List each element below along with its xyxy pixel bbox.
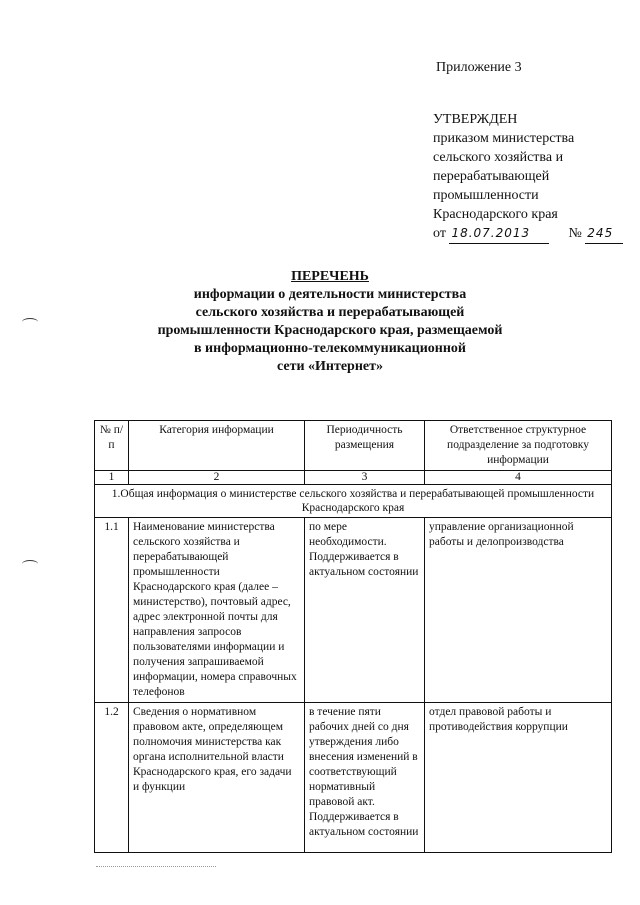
binding-hole-mark: [22, 318, 38, 326]
order-date-line: [433, 224, 623, 244]
row-period: в течение пяти рабочих дней со дня утверждения либо внесения изменений в соответствующий нормативный правовой акт. Поддерживается в актуальном состоянии: [305, 703, 425, 853]
approval-block: [433, 110, 623, 244]
approved-line: сельского хозяйства и: [433, 150, 564, 165]
row-period: по мере необходимости. Поддерживается в актуальном состоянии: [305, 518, 425, 703]
binding-hole-mark: [22, 560, 38, 568]
row-number: 1.2: [95, 703, 129, 853]
row-responsible: управление организационной работы и делопроизводства: [425, 518, 612, 703]
header-cell: № п/п: [95, 421, 129, 471]
approved-line: промышленности: [433, 188, 539, 203]
info-table: [94, 420, 612, 853]
scan-artifact: [96, 856, 216, 867]
approved-line: Краснодарского края: [433, 207, 558, 222]
approved-line: приказом министерства: [433, 131, 575, 146]
number-prefix: №: [568, 226, 582, 241]
approved-line: перерабатывающей: [433, 169, 550, 184]
row-number: 1.1: [95, 518, 129, 703]
column-number: 4: [425, 471, 612, 485]
order-date: 18.07.2013: [449, 224, 549, 244]
document-title: [150, 268, 510, 376]
section-title: 1.Общая информация о министерстве сельского хозяйства и перерабатывающей промышленности Краснодарского края: [95, 485, 612, 518]
title-line: в информационно-телекоммуникационной: [194, 341, 466, 356]
appendix-label: Приложение 3: [436, 60, 522, 75]
table-row: [95, 703, 612, 853]
date-prefix: от: [433, 226, 446, 241]
column-number-row: [95, 471, 612, 485]
row-responsible: отдел правовой работы и противодействия коррупции: [425, 703, 612, 853]
column-number: 1: [95, 471, 129, 485]
header-cell: Периодичность размещения: [305, 421, 425, 471]
column-number: 2: [129, 471, 305, 485]
title-line: сельского хозяйства и перерабатывающей: [195, 305, 465, 320]
table-row: [95, 518, 612, 703]
section-row: [95, 485, 612, 518]
row-category: Сведения о нормативном правовом акте, определяющем полномочия министерства как органа исполнительной власти Краснодарского края, его задачи и функции: [129, 703, 305, 853]
order-number: 245: [585, 224, 623, 244]
title-line: информации о деятельности министерства: [193, 287, 467, 302]
column-number: 3: [305, 471, 425, 485]
row-category: Наименование министерства сельского хозяйства и перерабатывающей промышленности Краснодарского края (далее – министерство), почтовый адрес, адрес электронной почты для направления запросов пользователями информации и получения запрашиваемой информации, номера справочных телефонов: [129, 518, 305, 703]
title-line: промышленности Краснодарского края, размещаемой: [157, 323, 503, 338]
header-cell: Ответственное структурное подразделение за подготовку информации: [425, 421, 612, 471]
header-cell: Категория информации: [129, 421, 305, 471]
approved-line: УТВЕРЖДЕН: [433, 112, 518, 127]
title-line: ПЕРЕЧЕНЬ: [291, 269, 369, 284]
table-header-row: [95, 421, 612, 471]
title-line: сети «Интернет»: [276, 359, 384, 374]
